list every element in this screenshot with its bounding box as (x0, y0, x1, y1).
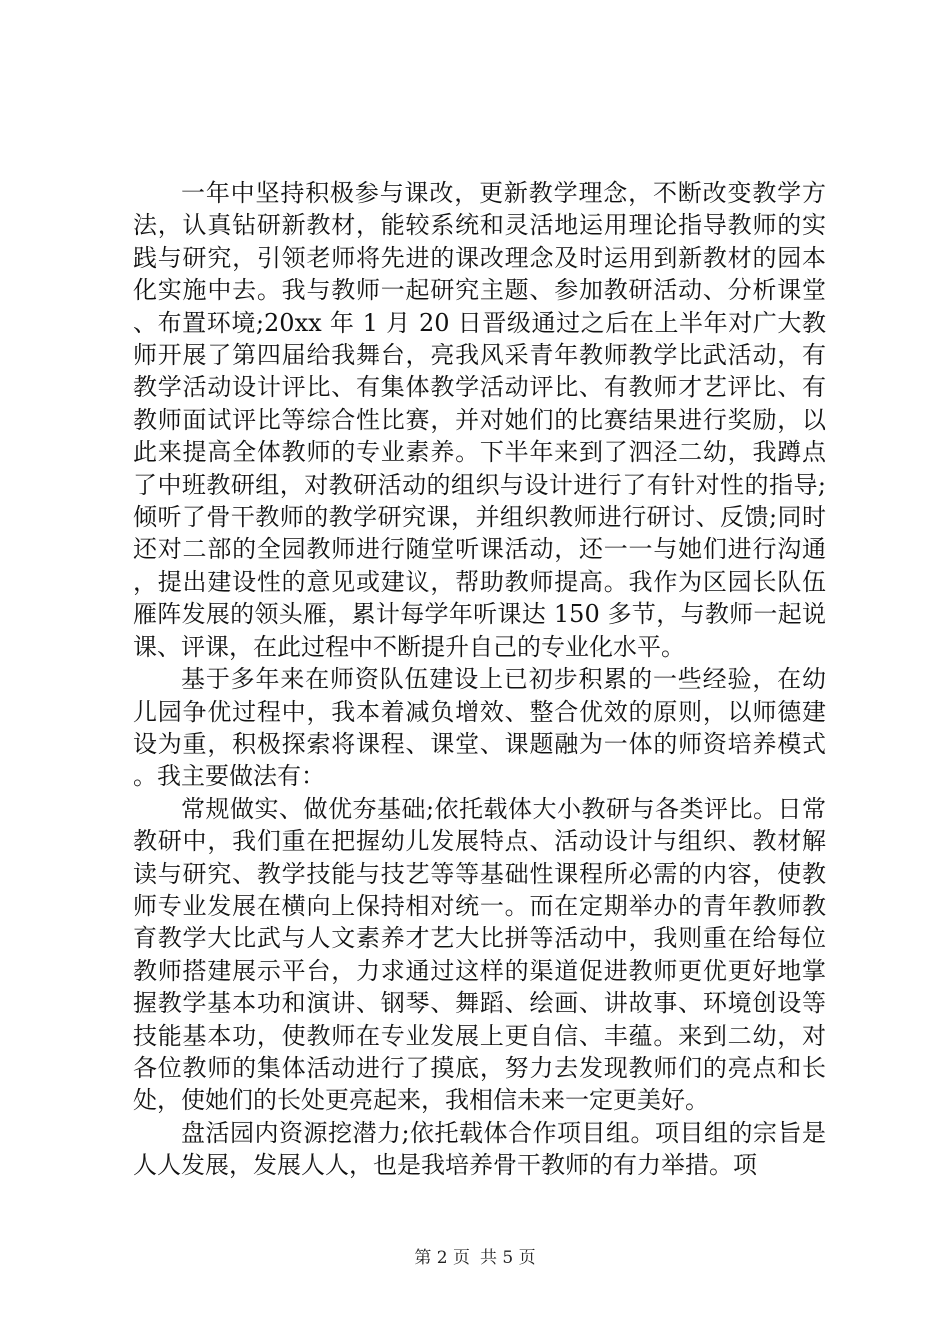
paragraph-1: 一年中坚持积极参与课改，更新教学理念，不断改变教学方法，认真钻研新教材，能较系统和灵活地运用理论指导教师的实践与研究，引领老师将先进的课改理念及时运用到新教材的园本化实施中去。我与教师一起研究主题、参加教研活动、分析课堂、布置环境;20xx 年 1 月 20 日晋级通过之后在上半年对广大教师开展了第四届给我舞台，亮我风采青年教师教学比武活动，有教学活动设计评比、有集体教学活动评比、有教师才艺评比、有教师面试评比等综合性比赛，并对她们的比赛结果进行奖励，以此来提高全体教师的专业素养。下半年来到了泗泾二幼，我蹲点了中班教研组，对教研活动的组织与设计进行了有针对性的指导;倾听了骨干教师的教学研究课，并组织教师进行研讨、反馈;同时还对二部的全园教师进行随堂听课活动，还一一与她们进行沟通，提出建设性的意见或建议，帮助教师提高。我作为区园长队伍雁阵发展的领头雁，累计每学年听课达 150 多节，与教师一起说课、评课，在此过程中不断提升自己的专业化水平。 (133, 179, 826, 661)
paragraph-2: 基于多年来在师资队伍建设上已初步积累的一些经验，在幼儿园争优过程中，我本着减负增效、整合优效的原则，以师德建设为重，积极探索将课程、课堂、课题融为一体的师资培养模式。我主要做法有： (133, 665, 826, 791)
paragraph-4: 盘活园内资源挖潜力;依托载体合作项目组。项目组的宗旨是人人发展，发展人人，也是我培养骨干教师的有力举措。项 (133, 1118, 826, 1180)
paragraph-3: 常规做实、做优夯基础;依托载体大小教研与各类评比。日常教研中，我们重在把握幼儿发展特点、活动设计与组织、教材解读与研究、教学技能与技艺等等基础性课程所必需的内容，使教师专业发展在横向上保持相对统一。而在定期举办的青年教师教育教学大比武与人文素养才艺大比拼等活动中，我则重在给每位教师搭建展示平台，力求通过这样的渠道促进教师更优更好地掌握教学基本功和演讲、钢琴、舞蹈、绘画、讲故事、环境创设等技能基本功，使教师在专业发展上更自信、丰蕴。来到二幼，对各位教师的集体活动进行了摸底，努力去发现教师们的亮点和长处，使她们的长处更亮起来，我相信未来一定更美好。 (133, 794, 826, 1115)
page-total: 共 5 页 (480, 1248, 536, 1268)
document-body (133, 177, 826, 1182)
page-footer (0, 1243, 950, 1268)
page-number: 第 2 页 (414, 1248, 470, 1268)
